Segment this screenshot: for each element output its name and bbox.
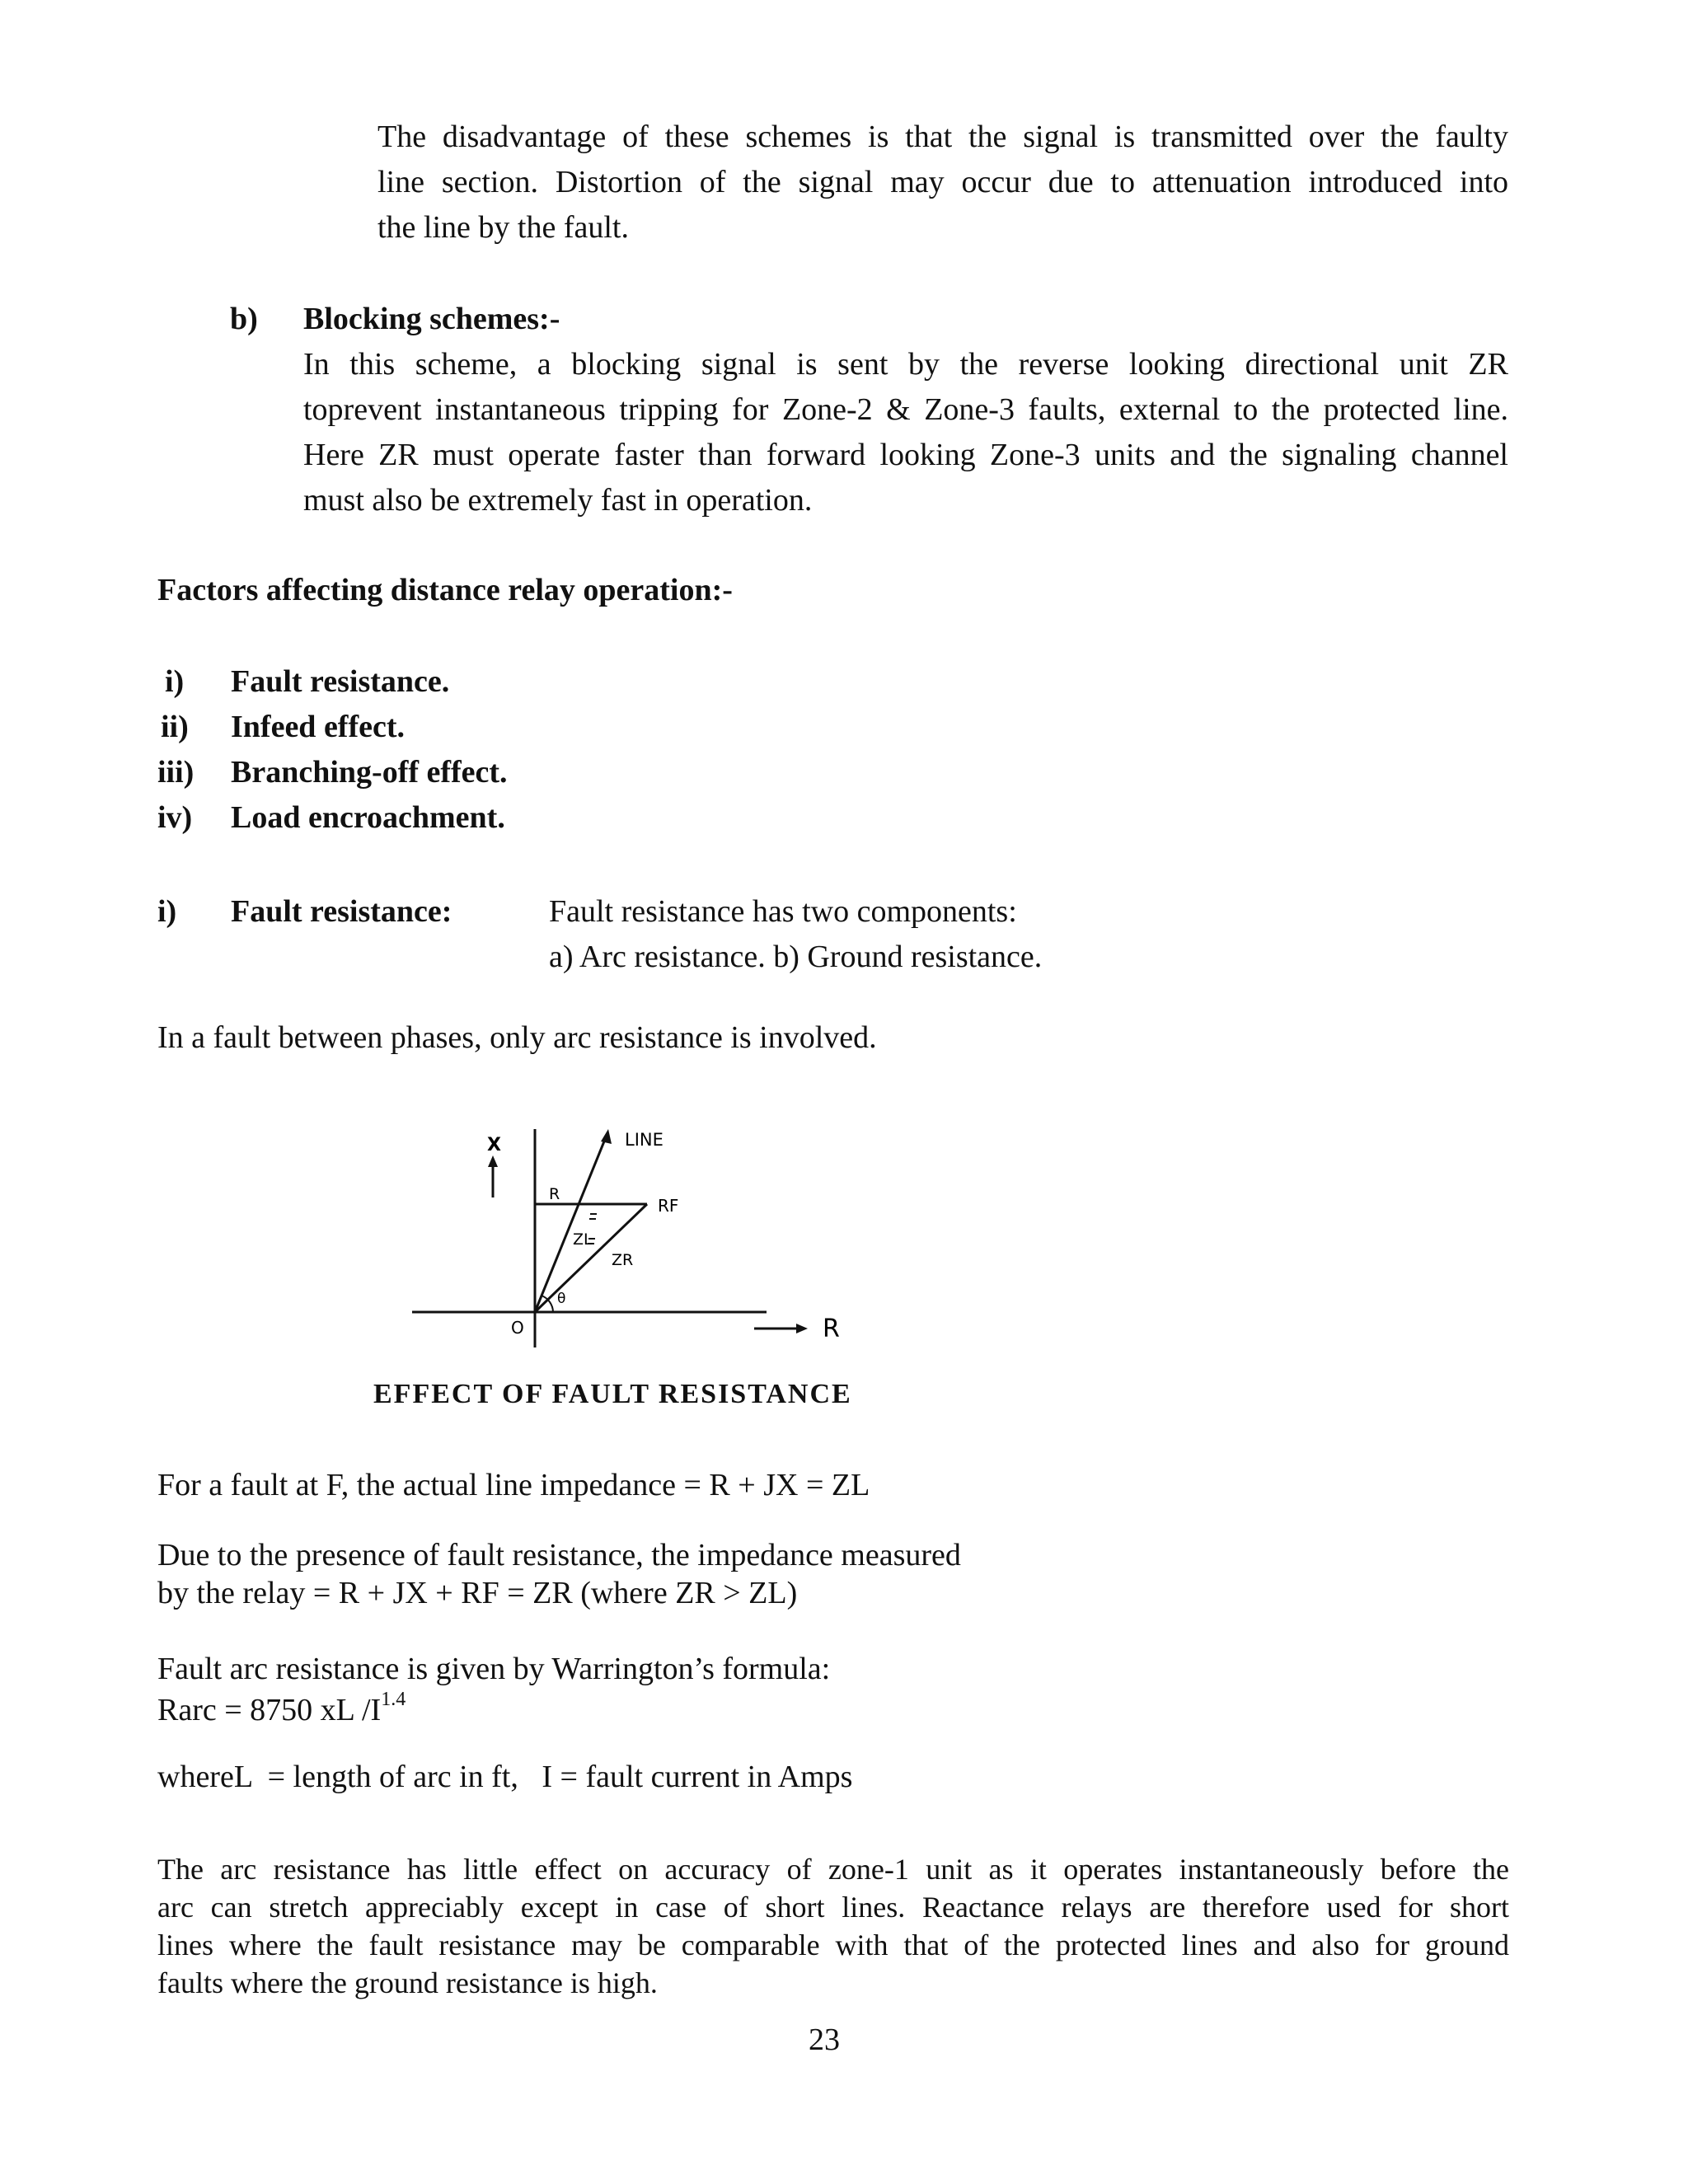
line-arrow-head <box>601 1129 612 1144</box>
zl-label: ZL <box>573 1230 593 1249</box>
measured-line: Due to the presence of fault resistance, the impedance measured <box>157 1538 961 1572</box>
blocking-line: toprevent instantaneous tripping for Zone-2 & Zone-3 faults, external to the protected line. <box>303 392 1508 427</box>
origin-label: O <box>511 1318 524 1338</box>
fault-resistance-label: Fault resistance: <box>231 894 452 929</box>
factor-number: i) <box>165 664 185 699</box>
fault-resistance-desc <box>549 889 1042 980</box>
line-label: LINE <box>625 1130 663 1150</box>
r-arrow-head <box>796 1324 808 1333</box>
closing-line: The arc resistance has little effect on accuracy of zone-1 unit as it operates instantaneously before the <box>157 1853 1509 1886</box>
factor-item <box>157 659 734 705</box>
rarc-symbol: Rarc <box>157 1693 217 1727</box>
closing-line: lines where the fault resistance may be comparable with that of the protected lines and also for ground <box>157 1929 1509 1961</box>
factor-text: Fault resistance. <box>231 664 450 699</box>
rarc-exponent: 1.4 <box>381 1689 406 1710</box>
r-axis-label: R <box>823 1315 840 1343</box>
page-number: 23 <box>809 2022 840 2057</box>
measured-line: by the relay = R + JX + RF = ZR (where ZR > ZL) <box>157 1576 798 1610</box>
line-impedance-text: For a fault at F, the actual line impedance = R + JX = ZL <box>157 1468 870 1502</box>
factors-heading: Factors affecting distance relay operation:- <box>157 573 733 607</box>
factor-item <box>157 750 734 795</box>
factor-number: iii) <box>157 755 195 790</box>
factors-list <box>157 659 734 841</box>
x-axis-label: X <box>487 1135 501 1155</box>
blocking-line: Here ZR must operate faster than forward looking Zone-3 units and the signaling channel <box>303 438 1508 472</box>
rf-label: RF <box>658 1196 679 1216</box>
factor-item <box>157 795 734 841</box>
warrington-text: Fault arc resistance is given by Warrington’s formula: <box>157 1652 831 1686</box>
fault-resistance-desc-line: a) Arc resistance. b) Ground resistance. <box>549 940 1043 974</box>
line-impedance <box>535 1137 606 1312</box>
factor-item <box>157 705 734 750</box>
r-segment-label: R <box>549 1185 560 1203</box>
closing-paragraph <box>157 1850 1509 2002</box>
factor-number: iv) <box>157 800 193 835</box>
theta-label: θ <box>557 1291 566 1307</box>
intro-line: the line by the fault. <box>377 210 629 245</box>
blocking-section <box>303 297 1508 523</box>
diagram-caption: EFFECT OF FAULT RESISTANCE <box>373 1379 852 1409</box>
blocking-line: In this scheme, a blocking signal is sent by the reverse looking directional unit ZR <box>303 347 1508 382</box>
x-arrow-head <box>488 1155 498 1167</box>
blocking-heading: Blocking schemes:- <box>303 302 560 336</box>
fault-resistance-diagram <box>396 1121 890 1352</box>
intro-line: The disadvantage of these schemes is that the signal is transmitted over the faulty <box>377 120 1508 154</box>
factor-number: ii) <box>161 710 189 744</box>
factor-text: Infeed effect. <box>231 710 406 744</box>
where-text: whereL = length of arc in ft, I = fault current in Amps <box>157 1760 853 1794</box>
blocking-marker: b) <box>230 302 258 336</box>
factor-text: Load encroachment. <box>231 800 505 835</box>
rarc-formula <box>157 1688 406 1733</box>
intro-line: line section. Distortion of the signal may occur due to attenuation introduced into <box>377 165 1508 199</box>
phase-note: In a fault between phases, only arc resistance is involved. <box>157 1020 877 1055</box>
measured-impedance-text <box>157 1536 961 1612</box>
factor-text: Branching-off effect. <box>231 755 508 790</box>
fault-resistance-number: i) <box>157 894 177 929</box>
closing-line: arc can stretch appreciably except in case of short lines. Reactance relays are therefore used for short <box>157 1891 1509 1924</box>
zr-label: ZR <box>612 1251 634 1269</box>
rarc-formula-body: = 8750 xL /I <box>216 1693 382 1727</box>
blocking-line: must also be extremely fast in operation. <box>303 483 813 518</box>
intro-paragraph <box>377 115 1508 251</box>
fault-resistance-desc-line: Fault resistance has two components: <box>549 894 1017 929</box>
closing-line: faults where the ground resistance is high. <box>157 1966 658 1999</box>
